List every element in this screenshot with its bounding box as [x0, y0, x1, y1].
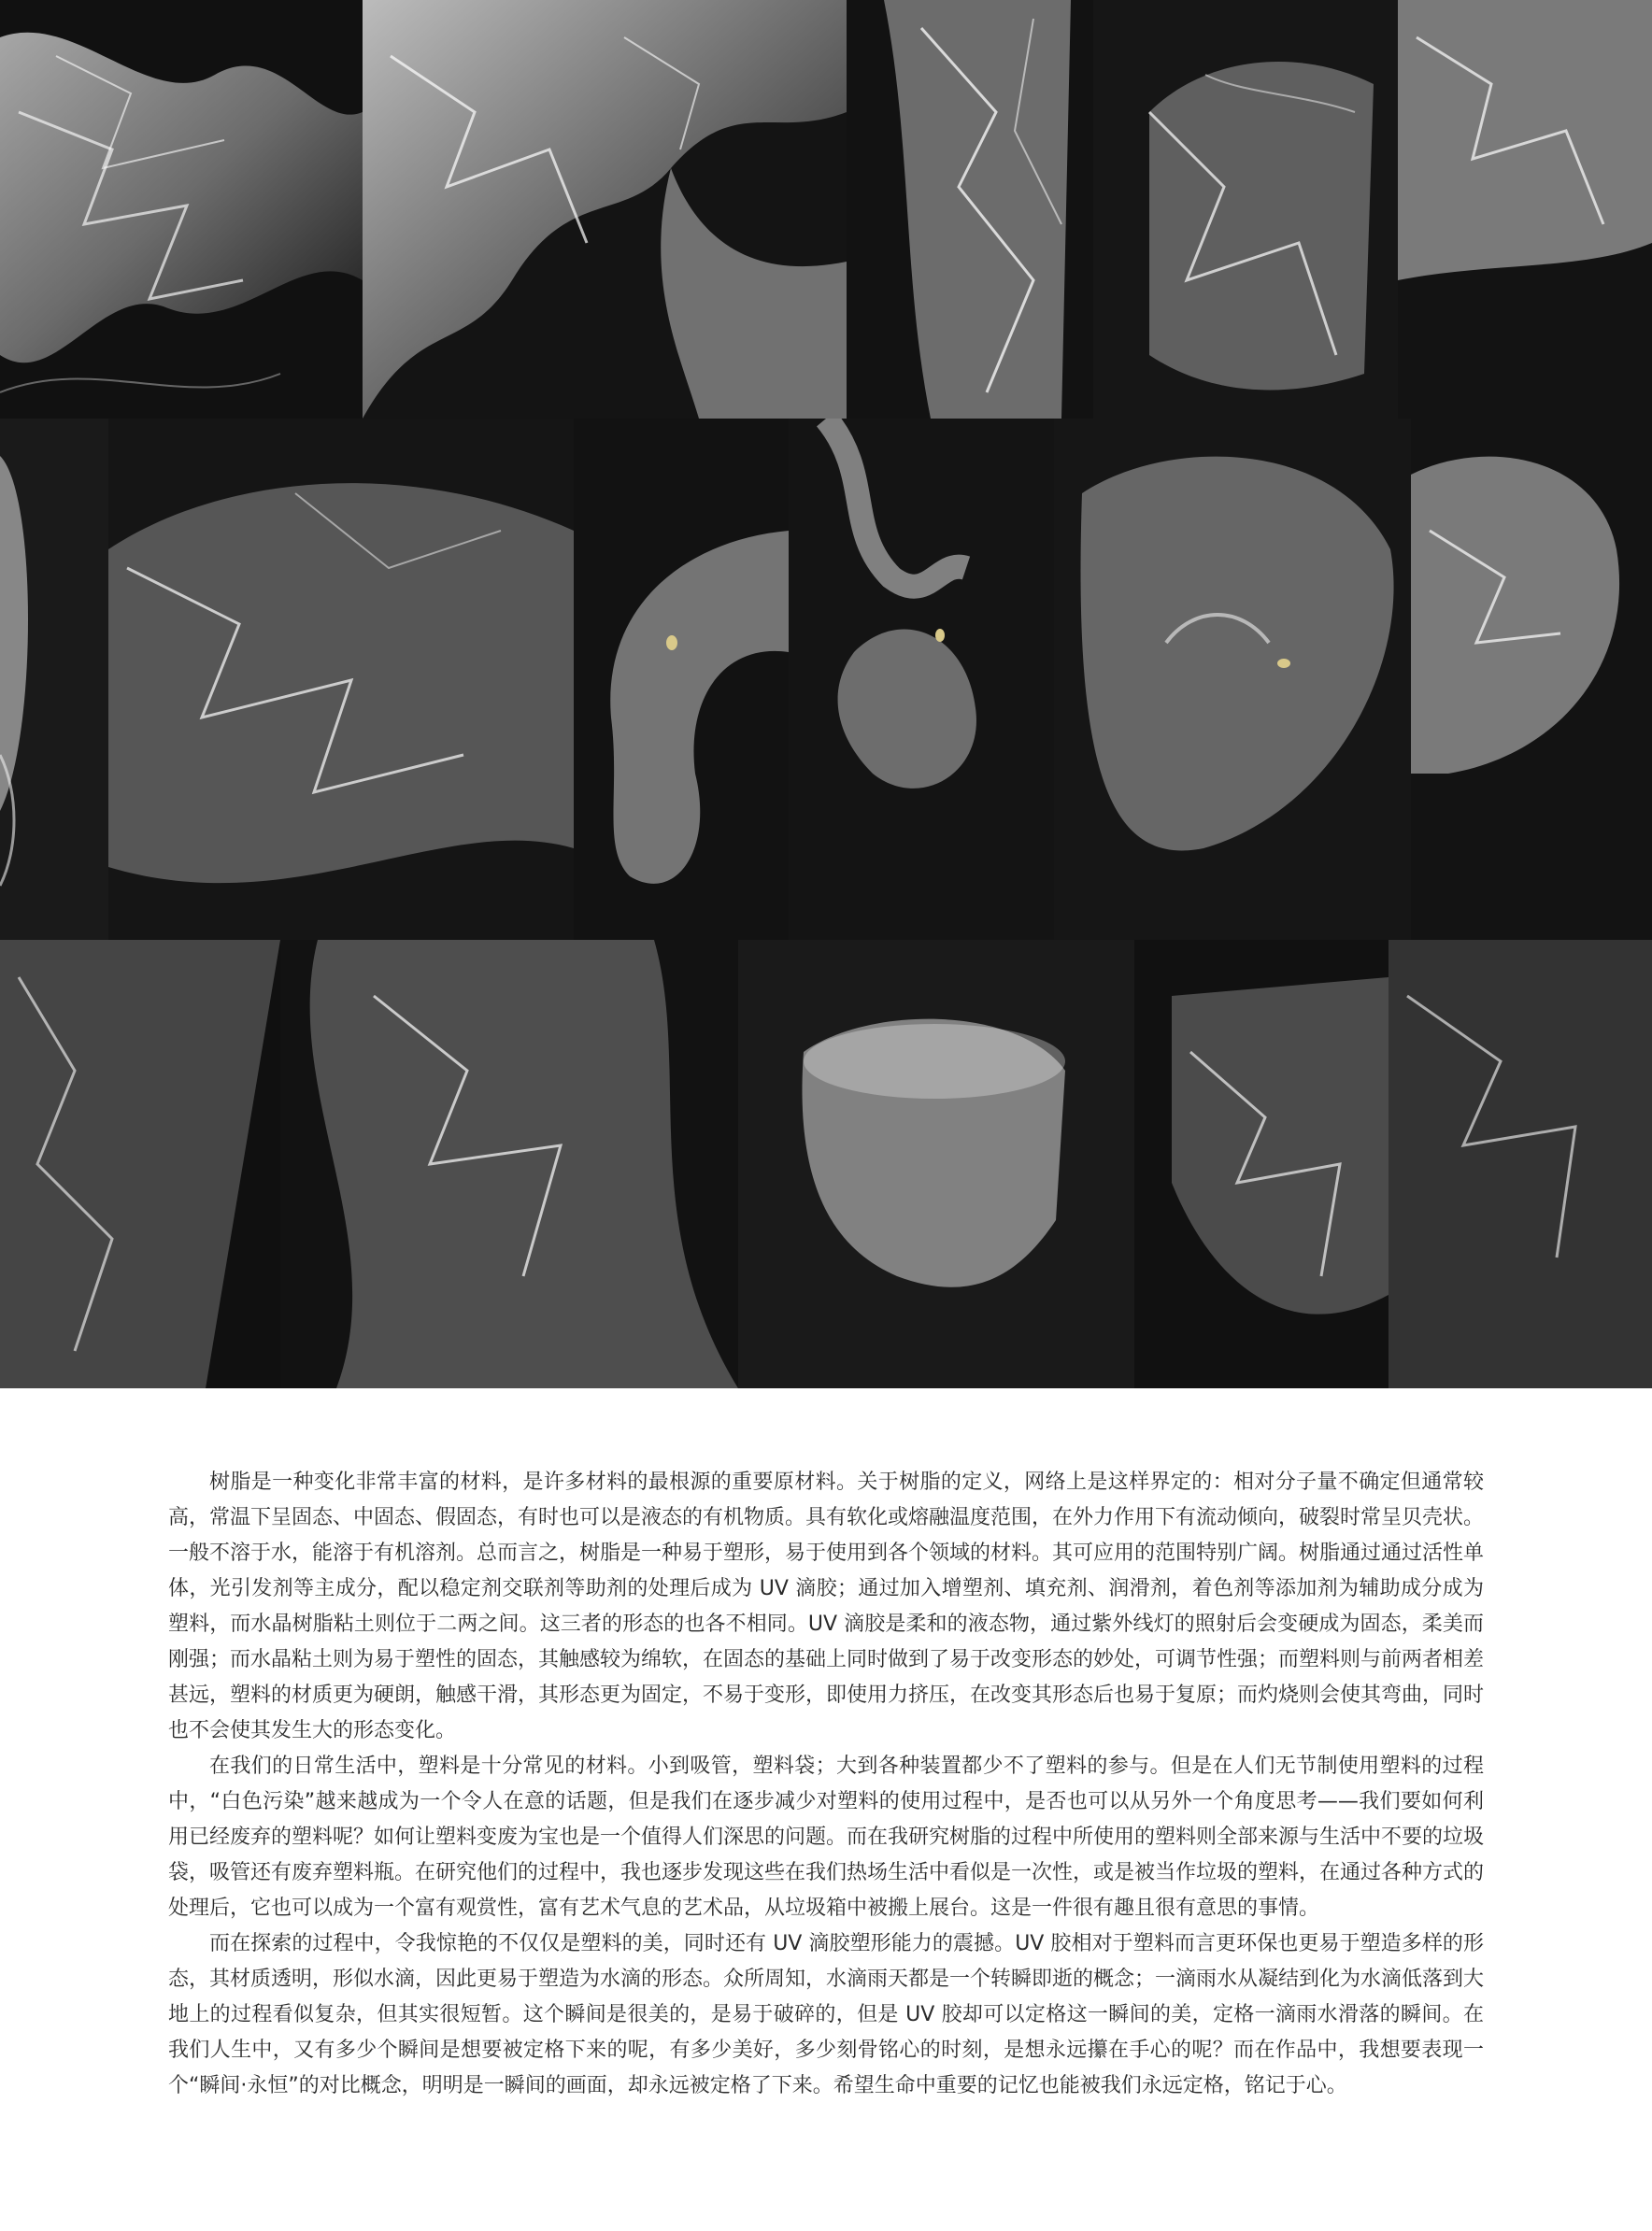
photo-uv-resin-drops: [789, 419, 1054, 940]
photo-uv-resin-bowl: [738, 940, 1134, 1388]
article-paragraph-3: 而在探索的过程中，令我惊艳的不仅仅是塑料的美，同时还有 UV 滴胶塑形能力的震撼。UV 胶相对于塑料而言更环保也更易于塑造多样的形态，其材质透明，形似水滴，因此更易于塑造为水滴的形态。众所周知，水滴雨天都是一个转瞬即逝的概念；一滴雨水从凝结到化为水滴低落到大地上的过程看似复杂，但其实很短暂。这个瞬间是很美的，是易于破碎的，但是 UV 胶却可以定格这一瞬间的美，定格一滴雨水滑落的瞬间。在我们人生中，又有多少个瞬间是想要被定格下来的呢，有多少美好，多少刻骨铭心的时刻，是想永远攥在手心的呢？而在作品中，我想要表现一个“瞬间·永恒”的对比概念，明明是一瞬间的画面，却永远被定格了下来。希望生命中重要的记忆也能被我们永远定格，铭记于心。: [168, 1932, 1485, 2097]
article-paragraph-1: 树脂是一种变化非常丰富的材料，是许多材料的最根源的重要原材料。关于树脂的定义，网络上是这样界定的：相对分子量不确定但通常较高，常温下呈固态、中固态、假固态，有时也可以是液态的有机物质。具有软化或熔融温度范围，在外力作用下有流动倾向，破裂时常呈贝壳状。一般不溶于水，能溶于有机溶剂。总而言之，树脂是一种易于塑形，易于使用到各个领域的材料。其可应用的范围特别广阔。树脂通过通过活性单体，光引发剂等主成分，配以稳定剂交联剂等助剂的处理后成为 UV 滴胶；通过加入增塑剂、填充剂、润滑剂，着色剂等添加剂为辅助成分成为塑料，而水晶树脂粘土则位于二两之间。这三者的形态的也各不相同。UV 滴胶是柔和的液态物，通过紫外线灯的照射后会变硬成为固态，柔美而刚强；而水晶粘土则为易于塑性的固态，其触感较为绵软，在固态的基础上同时做到了易于改变形态的妙处，可调节性强；而塑料则与前两者相差甚远，塑料的材质更为硬朗，触感干滑，其形态更为固定，不易于变形，即使用力挤压，在改变其形态后也易于复原；而灼烧则会使其弯曲，同时也不会使其发生大的形态变化。: [168, 1471, 1485, 1742]
photo-crumpled-plastic-8: [0, 940, 280, 1388]
photo-crumpled-plastic-1: [0, 0, 363, 419]
photo-crumpled-plastic-2: [363, 0, 847, 419]
photo-crumpled-plastic-10: [1134, 940, 1389, 1388]
photo-crumpled-plastic-6: [108, 419, 574, 940]
photo-crumpled-plastic-3: [847, 0, 1093, 419]
photo-uv-resin-cup: [1054, 419, 1411, 940]
photo-crumpled-plastic-7: [1411, 419, 1652, 940]
photo-crumpled-plastic-4: [1093, 0, 1398, 419]
photo-plastic-bottle-edge: [0, 419, 108, 940]
article-body: [168, 1465, 1484, 2104]
photo-crumpled-plastic-11: [1389, 940, 1652, 1388]
article-paragraph-2: 在我们的日常生活中，塑料是十分常见的材料。小到吸管，塑料袋；大到各种装置都少不了塑料的参与。但是在人们无节制使用塑料的过程中，“白色污染”越来越成为一个令人在意的话题，但是我们在逐步减少对塑料的使用过程中，是否也可以从另外一个角度思考——我们要如何利用已经废弃的塑料呢？如何让塑料变废为宝也是一个值得人们深思的问题。而在我研究树脂的过程中所使用的塑料则全部来源与生活中不要的垃圾袋，吸管还有废弃塑料瓶。在研究他们的过程中，我也逐步发现这些在我们热场生活中看似是一次性，或是被当作垃圾的塑料，在通过各种方式的处理后，它也可以成为一个富有观赏性，富有艺术气息的艺术品，从垃圾箱中被搬上展台。这是一件很有趣且很有意思的事情。: [168, 1755, 1485, 1920]
photo-uv-resin-curl: [574, 419, 789, 940]
photo-crumpled-plastic-9: [280, 940, 738, 1388]
photo-crumpled-plastic-5: [1398, 0, 1652, 419]
